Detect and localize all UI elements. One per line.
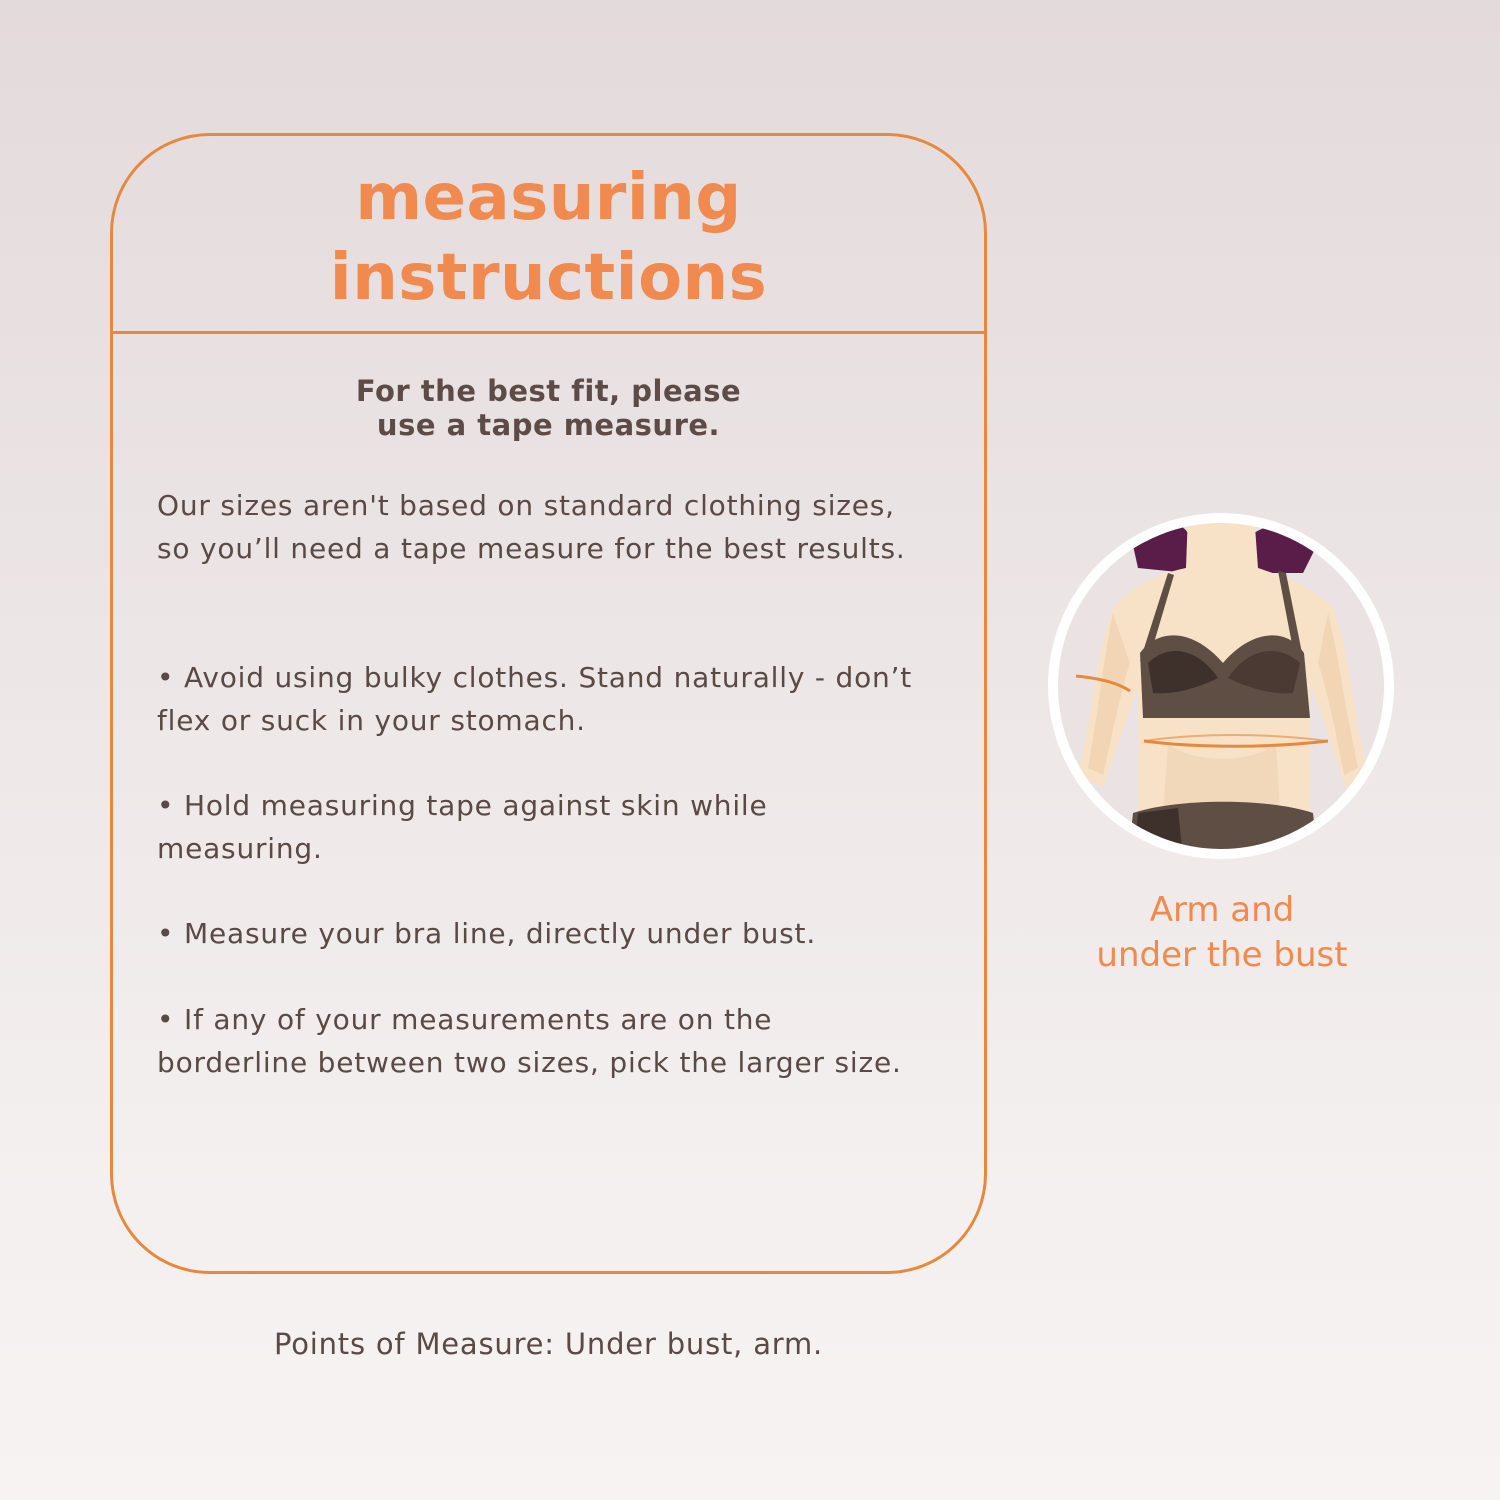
body-figure-image [1048, 513, 1394, 859]
tip-item: • Measure your bra line, directly under bust. [157, 917, 817, 950]
tip-item: • Avoid using bulky clothes. Stand naturally - don’t flex or suck in your stomach. [157, 661, 913, 737]
illustration-caption [1060, 888, 1384, 978]
title-divider [110, 331, 987, 334]
measurement-illustration [1048, 513, 1394, 859]
tip-item: • If any of your measurements are on the borderline between two sizes, pick the larger size. [157, 1003, 902, 1079]
tip-item: • Hold measuring tape against skin while measuring. [157, 789, 768, 865]
caption-line-1: Arm and [1149, 890, 1295, 930]
subtitle-line-2: use a tape measure. [376, 408, 721, 442]
instructions-card [110, 133, 987, 1274]
points-of-measure: Points of Measure: Under bust, arm. [273, 1327, 824, 1361]
subtitle [113, 374, 984, 442]
page-title [113, 158, 984, 318]
caption-line-2: under the bust [1096, 935, 1348, 975]
title-line-2: instructions [329, 241, 768, 315]
subtitle-line-1: For the best fit, please [355, 374, 742, 408]
intro-paragraph: Our sizes aren't based on standard clothing sizes, so you’ll need a tape measure for the best results. [157, 489, 906, 565]
title-line-1: measuring [355, 161, 742, 235]
